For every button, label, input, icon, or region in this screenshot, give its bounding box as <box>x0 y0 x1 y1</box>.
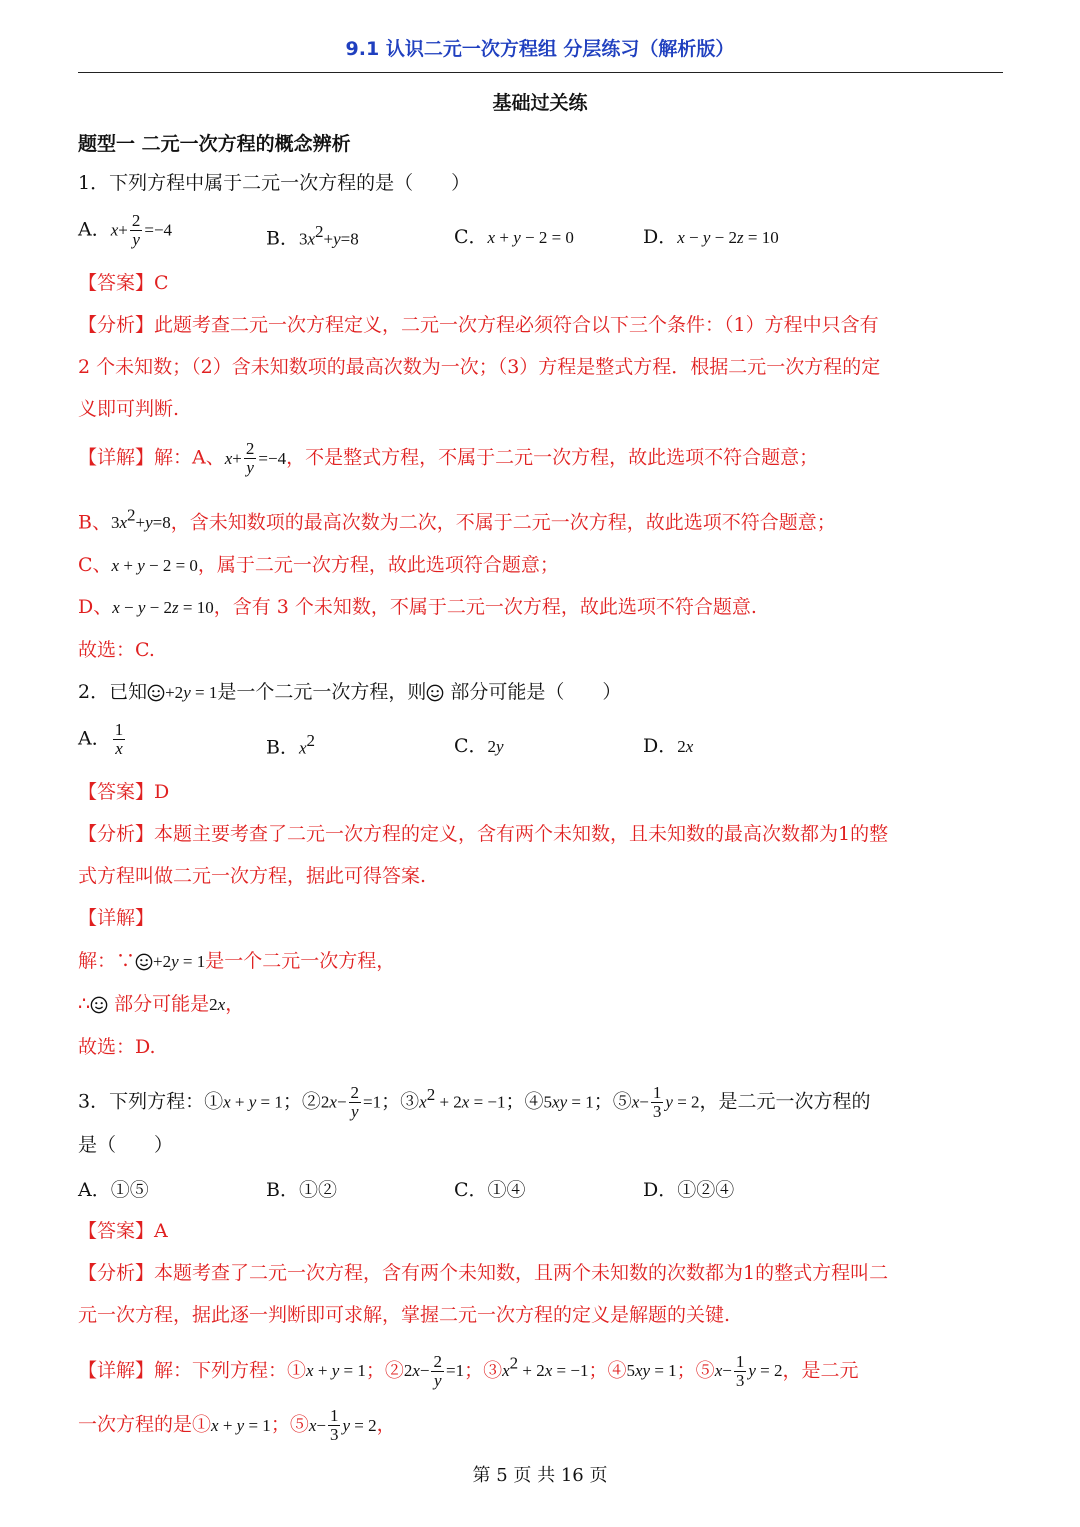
q3-stem: 3．下列方程：①x + y = 1；②2x− $\frac{2}{y}$ =1；$③x^2 + 2x = -1$；④5xy = 1；⑤x− $\frac{1}{3}$ y = 2，是二元一次方程的 <box>78 1082 871 1121</box>
q2-option-b: B．$x^2$ <box>266 731 316 759</box>
section-title: 基础过关练 <box>492 92 588 114</box>
question-type-title: 题型一 二元一次方程的概念辨析 <box>78 133 351 155</box>
q1-choice: 故选：C. <box>78 639 155 661</box>
q3-answer: 【答案】A <box>78 1220 168 1242</box>
q1-analysis-line-2: 2 个未知数；（2）含未知数项的最高次数为一次；（3）方程是整式方程．根据二元一次方程的定 <box>78 356 881 378</box>
header-rule <box>78 72 1003 73</box>
q2-detail-label: 【详解】 <box>78 907 155 929</box>
smiley-icon <box>426 684 444 702</box>
q3-option-d: D．①②④ <box>643 1179 735 1201</box>
q2-detail-line-2: ∴ 部分可能是2x， <box>78 993 245 1015</box>
q2-choice: 故选：D. <box>78 1036 156 1058</box>
page-footer: 第 5 页 共 16 页 <box>472 1465 608 1486</box>
q3-option-c: C．①④ <box>454 1179 526 1201</box>
q3-analysis-line-1: 【分析】本题考查了二元一次方程，含有两个未知数，且两个未知数的次数都为1的整式方程叫二 <box>78 1262 889 1284</box>
q2-detail-line-1: 解：∵ +2y = 1是一个二元一次方程， <box>78 950 396 972</box>
smiley-icon <box>147 684 165 702</box>
q3-option-b: B．①② <box>266 1179 337 1201</box>
q2-option-d: D．2x <box>643 735 694 757</box>
q2-analysis-line-1: 【分析】本题主要考查了二元一次方程的定义，含有两个未知数，且未知数的最高次数都为1的整 <box>78 823 889 845</box>
q3-stem-line-2: 是（ ） <box>78 1134 174 1156</box>
q1-option-d: D．x − y − 2z = 10 <box>643 226 779 248</box>
q1-detail-b: B、$3x^2+y=8$，含未知数项的最高次数为二次，不属于二元一次方程，故此选项不符合题意； <box>78 506 836 534</box>
q1-option-c: C．x + y − 2 = 0 <box>454 226 574 248</box>
q3-detail-line-2: 一次方程的是①x + y = 1；⑤x− $\frac{1}{3}$ y = 2， <box>78 1406 396 1444</box>
q3-option-a: A．①⑤ <box>78 1179 149 1201</box>
q2-option-a: A． $\frac{1}{x}$ <box>78 720 124 758</box>
q1-detail-c: C、x + y − 2 = 0，属于二元一次方程，故此选项符合题意； <box>78 554 559 576</box>
q2-answer: 【答案】D <box>78 781 170 803</box>
q3-analysis-line-2: 元一次方程，据此逐一判断即可求解，掌握二元一次方程的定义是解题的关键. <box>78 1304 731 1326</box>
q1-stem: 1．下列方程中属于二元一次方程的是（ ） <box>78 172 471 194</box>
smiley-icon <box>90 996 108 1014</box>
smiley-icon <box>135 953 153 971</box>
page-title: 9.1 认识二元一次方程组 分层练习（解析版） <box>345 38 735 60</box>
q2-option-c: C．2y <box>454 735 504 757</box>
q1-answer: 【答案】C <box>78 272 169 294</box>
q1-detail-a: 【详解】解：A、x+ $\frac{2}{y}$ =−4，不是整式方程，不属于二元一次方程，故此选项不符合题意； <box>78 439 819 477</box>
q3-detail-line-1: 【详解】解：下列方程：①x + y = 1；②2x− $\frac{2}{y}$ =1；$③x^2 + 2x = -1$；④5xy = 1；⑤x− $\frac{1}{3}$ y = 2，是二元 <box>78 1351 859 1390</box>
q2-stem: 2．已知 +2y = 1是一个二元一次方程，则 部分可能是（ ） <box>78 681 622 703</box>
q1-detail-d: D、x − y − 2z = 10，含有 3 个未知数，不属于二元一次方程，故此选项不符合题意. <box>78 596 757 618</box>
q1-analysis-line-1: 【分析】此题考查二元一次方程定义，二元一次方程必须符合以下三个条件：（1）方程中只含有 <box>78 314 879 336</box>
q2-analysis-line-2: 式方程叫做二元一次方程，据此可得答案. <box>78 865 427 887</box>
q1-option-a: A．x+ $\frac{2}{y}$ =−4 <box>78 211 173 249</box>
q1-option-b: B．$3x^2+y=8$ <box>266 222 359 250</box>
q1-analysis-line-3: 义即可判断. <box>78 398 180 420</box>
